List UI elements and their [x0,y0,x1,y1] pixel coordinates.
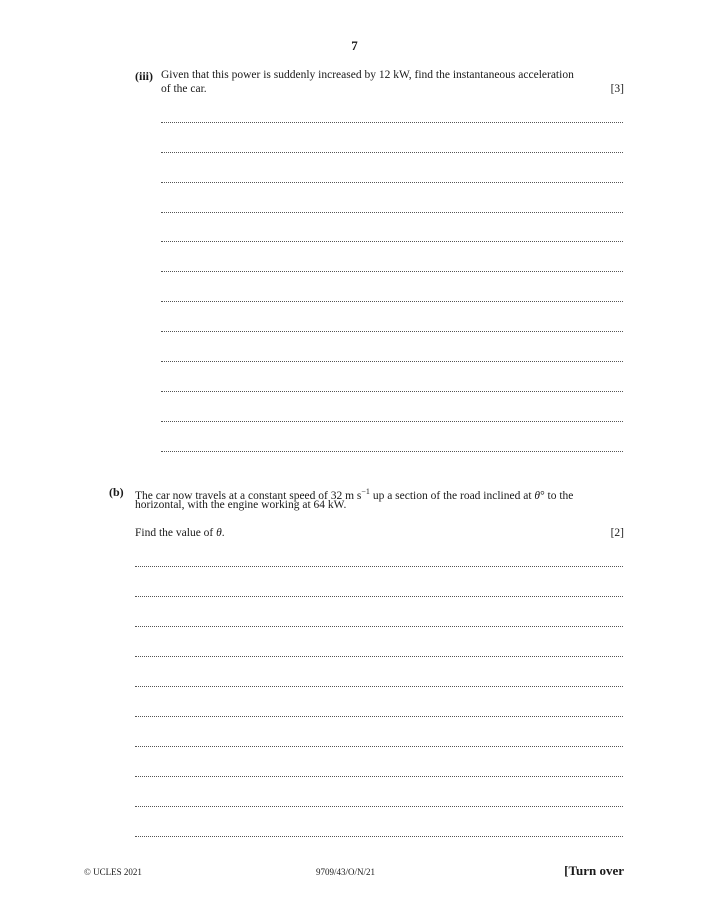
answer-line[interactable] [135,836,623,837]
page-number: 7 [351,38,358,53]
marks-iii: [3] [610,83,624,95]
answer-line[interactable] [135,596,623,597]
footer-copyright: © UCLES 2021 [84,867,142,877]
answer-line[interactable] [135,716,623,717]
question-label-b: (b) [109,485,124,499]
answer-line[interactable] [135,656,623,657]
theta-symbol: θ [216,527,222,539]
answer-line[interactable] [135,746,623,747]
question-text-iii-line2: of the car. [161,83,207,95]
answer-line[interactable] [135,776,623,777]
answer-lines-b[interactable] [135,0,623,910]
answer-line[interactable] [135,686,623,687]
question-text-b-part1: The car now travels at a constant speed of 32 m s [135,489,362,502]
question-text-b-line2: horizontal, with the engine working at 64 kW. [135,499,347,511]
question-text-b-part3: ° to the [540,489,574,502]
question-text-iii-line1: Given that this power is suddenly increased by 12 kW, find the instantaneous acceleration [161,69,574,81]
find-text-end: . [221,527,225,539]
footer-paper-code: 9709/43/O/N/21 [316,867,376,877]
marks-b: [2] [610,527,624,539]
answer-line[interactable] [135,566,623,567]
unit-exponent: −1 [361,487,370,496]
question-label-iii: (iii) [135,69,153,83]
find-text: Find the value of [135,527,217,539]
question-text-b-part2: up a section of the road inclined at [369,489,535,502]
theta-symbol: θ [534,489,541,502]
answer-line[interactable] [135,626,623,627]
turn-over-label: [Turn over [564,863,624,878]
answer-line[interactable] [135,806,623,807]
